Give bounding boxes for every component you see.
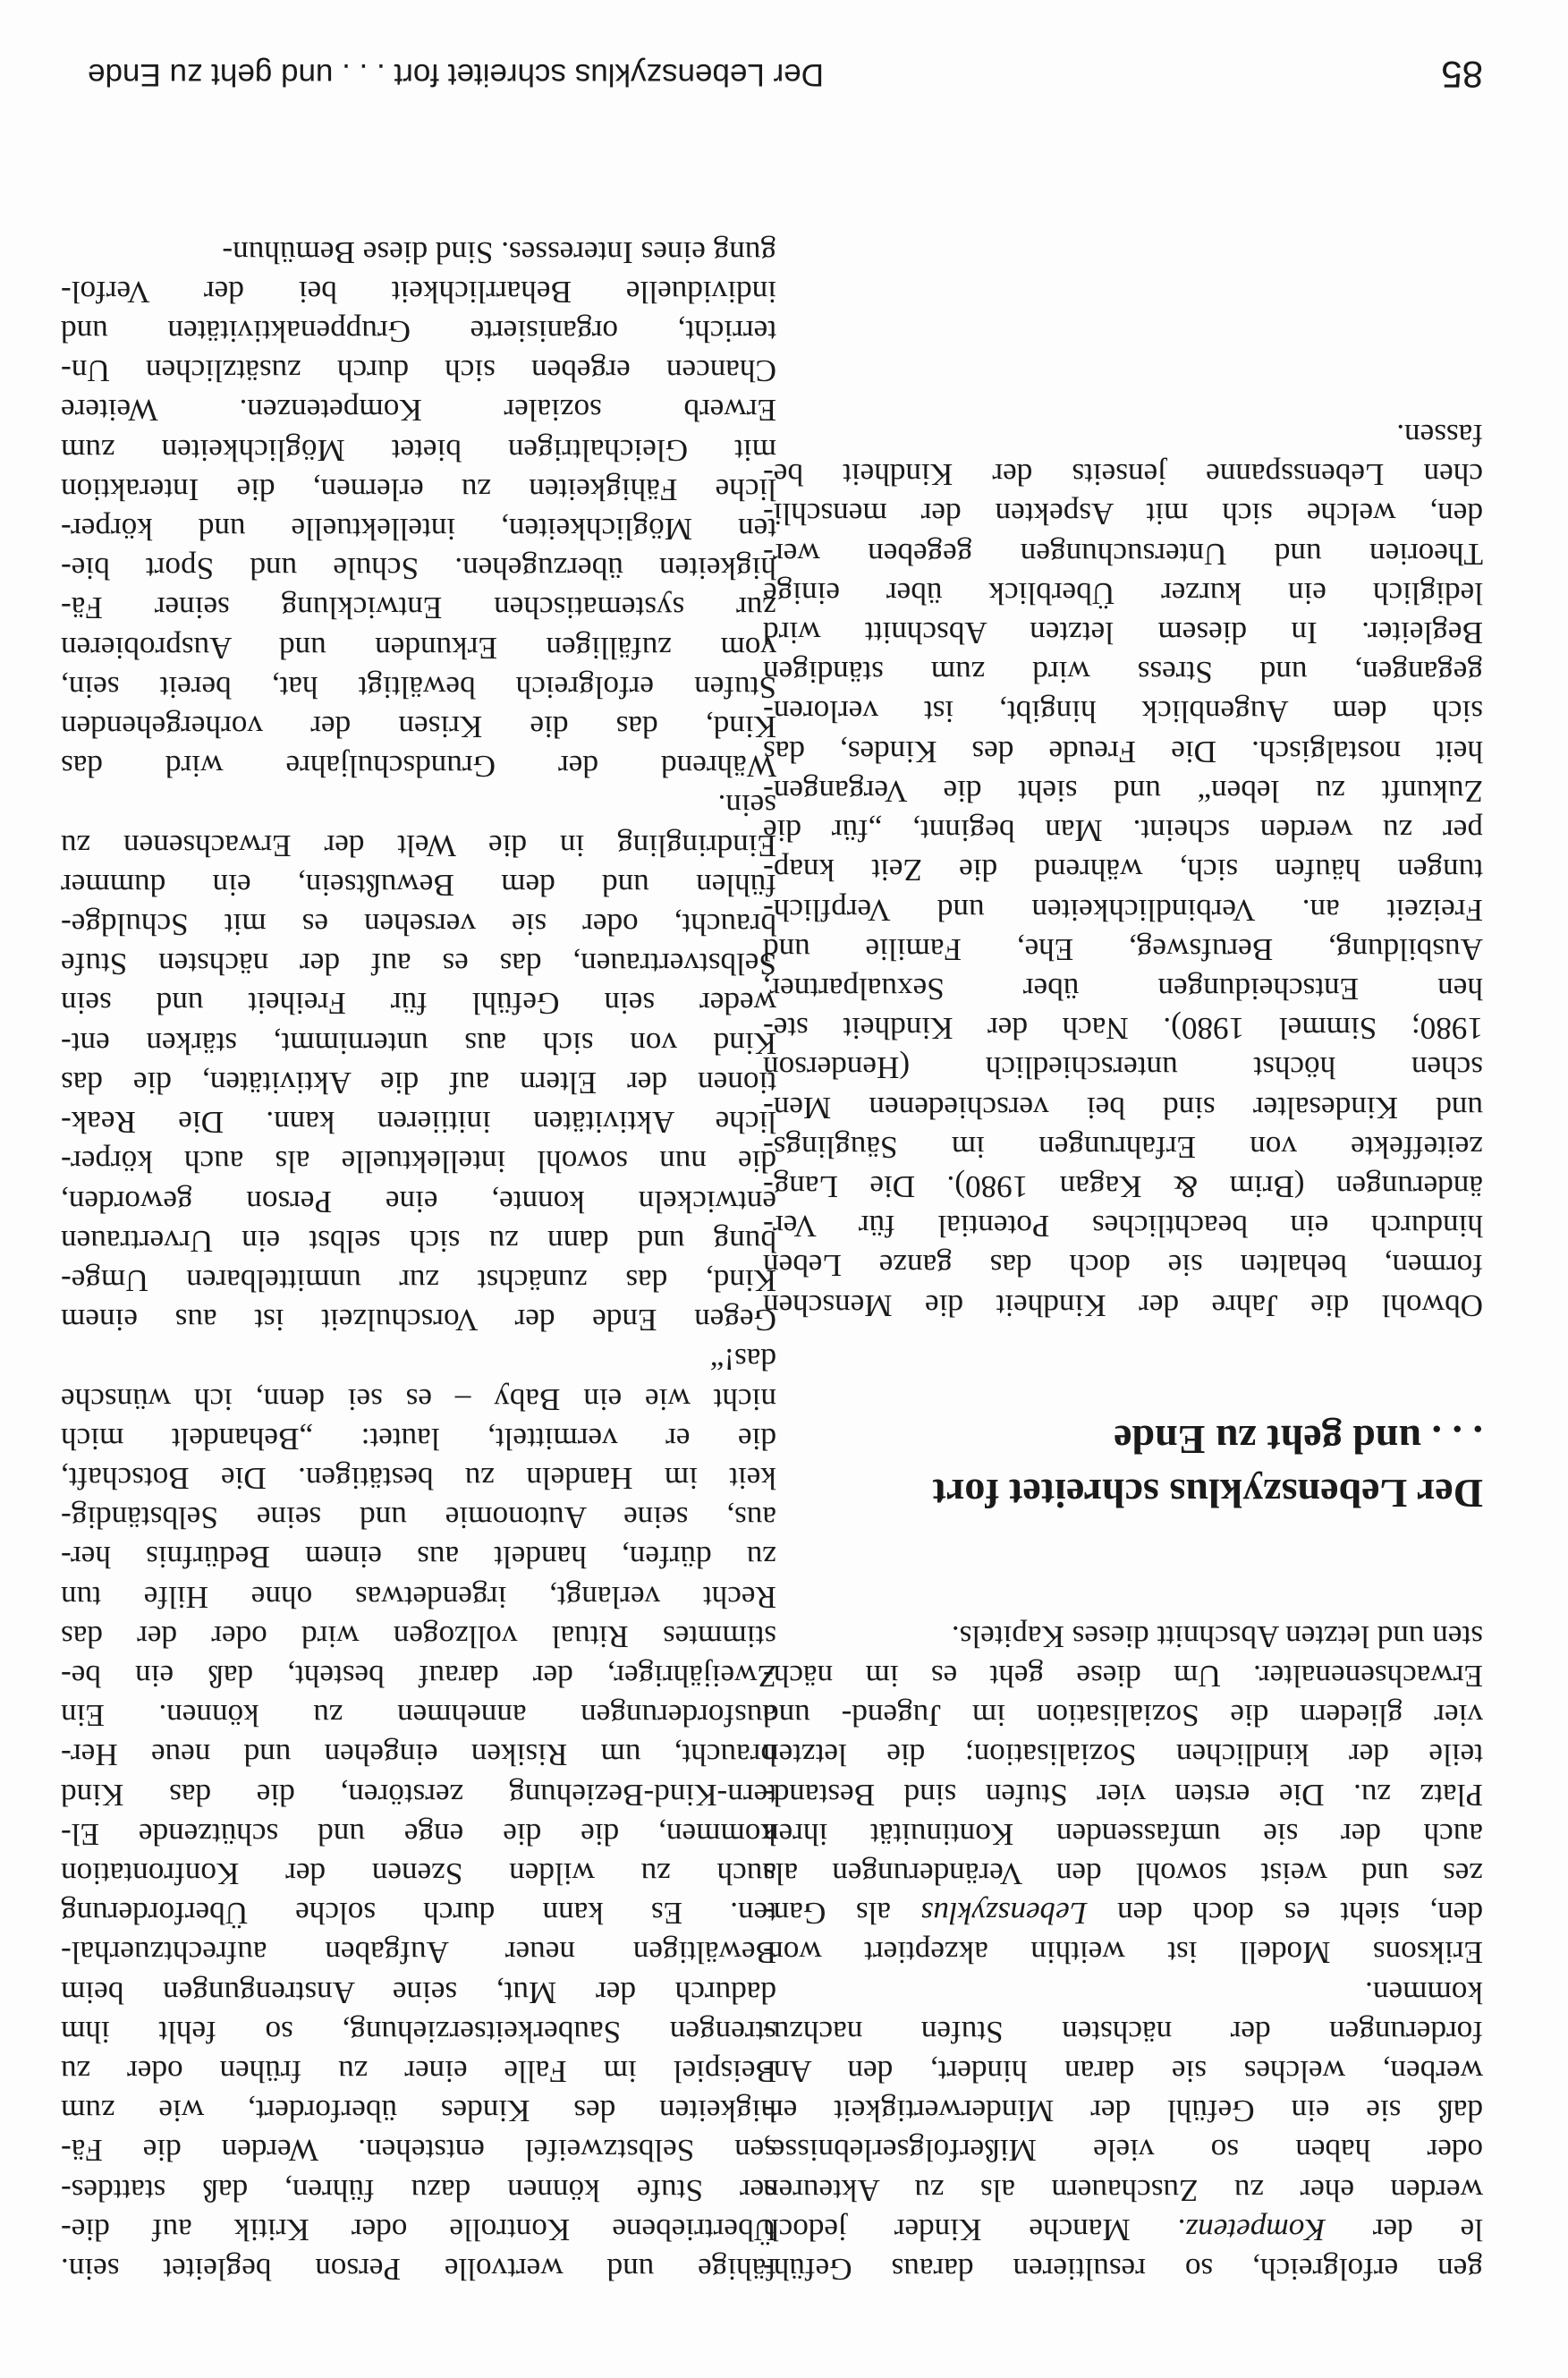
text-line: formen, behalten sie doch das ganze Leben <box>763 1248 1483 1284</box>
text-line: tionen der Eltern auf die Aktivitäten, die das <box>61 1065 776 1100</box>
text-line: per zu werden scheint. Man beginnt, „für die <box>763 813 1483 849</box>
text-line: liche Fähigkeiten zu erlernen, die Interaktion <box>61 471 776 507</box>
text-line: Eriksons Modell ist weithin akzeptiert wor- <box>763 1935 1483 1971</box>
text-line: Erwachsenenalter. Um diese geht es im näch- <box>763 1658 1483 1694</box>
text-line: hindurch ein beachtliches Potential für Ver- <box>763 1209 1483 1244</box>
text-line: Gegen Ende der Vorschulzeit ist aus einem <box>61 1303 776 1338</box>
text-line: gen erfolgreich, so resultieren daraus Gefüh- <box>763 2252 1483 2287</box>
right-column <box>61 232 776 2289</box>
text-line: vom zufälligen Erkunden und Ausprobieren <box>61 630 776 666</box>
text-line: Begleiter. In diesem letzten Abschnitt wird <box>763 616 1483 651</box>
text-line: braucht, oder sie versehen es mit Schuldge- <box>61 907 776 943</box>
text-line: 1980; Simmel 1980). Nach der Kindheit ste- <box>763 1011 1483 1047</box>
text-line: aus, seine Autonomie und seine Selbständig- <box>61 1500 776 1536</box>
text-line: teile der kindlichen Sozialisation; die letzten <box>763 1737 1483 1773</box>
paragraph <box>61 1339 776 2289</box>
section-heading <box>763 1413 1483 1520</box>
text-line: die nun sowohl intellektuelle als auch körper- <box>61 1144 776 1180</box>
text-line: individuelle Beharrlichkeit bei der Verfol- <box>61 274 776 310</box>
text-line: daß sie ein Gefühl der Minderwertigkeit er- <box>763 2093 1483 2129</box>
page-header <box>88 47 1483 101</box>
text-line: Stufen erfolgreich bewältigt hat, bereit sein, <box>61 669 776 705</box>
text-line: sein. <box>717 788 776 824</box>
text-line: sten und letzten Abschnitt dieses Kapitels. <box>951 1618 1483 1654</box>
running-title: Der Lebenszyklus schreitet fort . . . und geht zu Ende <box>88 57 824 92</box>
paragraph <box>61 786 776 1339</box>
text-line: ausforderungen annehmen zu können. Ein <box>61 1698 776 1734</box>
text-line: le der Kompetenz. Manche Kinder jedoch <box>763 2212 1483 2247</box>
text-line: mit Gleichaltrigen bietet Möglichkeiten zum <box>61 432 776 468</box>
text-line: fähige und wertvolle Person begleitet sein. <box>61 2252 776 2287</box>
text-line: lediglich ein kurzer Überblick über einige <box>763 575 1483 611</box>
text-line: strengen Sauberkeitserziehung, so fehlt ihm <box>61 2014 776 2050</box>
page-number: 85 <box>1441 54 1483 96</box>
text-line: chen Lebensspanne jenseits der Kindheit be- <box>763 457 1483 493</box>
text-line: den, sieht es doch den Lebenszyklus als Gan- <box>763 1896 1483 1932</box>
text-line: zeiteffekte von Erfahrungen im Säuglings- <box>763 1129 1483 1165</box>
text-line: zu dürfen, handelt aus einem Bedürfnis her- <box>61 1540 776 1575</box>
text-line: das!“ <box>709 1342 776 1378</box>
paragraph <box>763 415 1483 1325</box>
text-line: Zweijähriger, der darauf besteht, daß ein be- <box>61 1658 776 1694</box>
text-line: higkeiten des Kindes überfordert, wie zum <box>61 2093 776 2129</box>
text-line: weder sein Gefühl für Freiheit und sein <box>61 986 776 1022</box>
text-line: Platz zu. Die ersten vier Stufen sind Bestand- <box>763 1777 1483 1813</box>
section-heading-line: Der Lebenszyklus schreitet fort <box>932 1470 1483 1516</box>
text-line: und Kindesalter sind bei verschiedenen Men- <box>763 1090 1483 1125</box>
paragraph <box>61 232 776 786</box>
text-line: die er vermittelt, lautet: „Behandelt mich <box>61 1421 776 1457</box>
text-line: bung und dann zu sich selbst ein Urvertrauen <box>61 1223 776 1259</box>
text-line: Theorien und Untersuchungen gegeben wer- <box>763 536 1483 572</box>
text-line: Chancen ergeben sich durch zusätzlichen Un- <box>61 353 776 389</box>
text-line: terricht, organisierte Gruppenaktivitäten und <box>61 314 776 350</box>
text-line: Während der Grundschuljahre wird das <box>61 749 776 785</box>
text-line: Recht verlangt, irgendetwas ohne Hilfe tun <box>61 1579 776 1615</box>
text-line: Eindringling in die Welt der Erwachsenen zu <box>61 828 776 863</box>
text-line: tungen häufen sich, während die Zeit knap- <box>763 853 1483 888</box>
text-line: liche Aktivitäten initiieren kann. Die Reak- <box>61 1105 776 1141</box>
text-line: braucht, um Risiken eingehen und neue Her- <box>61 1737 776 1773</box>
text-line: fassen. <box>1396 418 1483 454</box>
text-line: forderungen der nächsten Stufen nachzu- <box>763 2014 1483 2050</box>
text-line: fühlen und dem Bewußtsein, ein dummer <box>61 867 776 903</box>
text-line: zur systematischen Entwicklung seiner Fä- <box>61 590 776 626</box>
text-line: Kind, das zunächst zur unmittelbaren Umge- <box>61 1262 776 1298</box>
text-line: nicht wie ein Baby – es sei denn, ich wünsche <box>61 1381 776 1417</box>
text-line: Zukunft zu leben“ und sieht die Vergangen- <box>763 773 1483 809</box>
text-line: Ausbildung, Berufsweg, Ehe, Familie und <box>763 931 1483 967</box>
text-line: gegangen, und Stress wird zum ständigen <box>763 655 1483 691</box>
text-line: hen Entscheidungen über Sexualpartner, <box>763 971 1483 1006</box>
text-line: entwickeln konnte, eine Person geworden, <box>61 1184 776 1219</box>
text-line: Bewältigen neuer Aufgaben aufrechtzuerhal- <box>61 1935 776 1971</box>
text-line: oder haben so viele Mißerfolgserlebnisse, <box>763 2133 1483 2169</box>
text-line: Kind von sich aus unternimmt, stärken ent- <box>61 1025 776 1061</box>
text-line: auch zu wilden Szenen der Konfrontation <box>61 1856 776 1891</box>
text-line: Selbstvertrauen, das es auf der nächsten Stufe <box>61 947 776 982</box>
text-line: werben, welches sie daran hindert, den An- <box>763 2053 1483 2089</box>
left-column <box>763 415 1483 2289</box>
text-line: sich dem Augenblick hingibt, ist verloren- <box>763 694 1483 730</box>
text-line: stimmtes Ritual vollzogen wird oder der das <box>61 1618 776 1654</box>
text-line: dadurch der Mut, seine Anstrengungen beim <box>61 1975 776 2010</box>
text-line: heit nostalgisch. Die Freude des Kindes, das <box>763 734 1483 769</box>
section-heading-line: . . . und geht zu Ende <box>1114 1416 1483 1463</box>
text-line: ten Möglichkeiten, intellektuelle und körper- <box>61 512 776 548</box>
text-line: Obwohl die Jahre der Kindheit die Menschen <box>763 1287 1483 1323</box>
text-line: tern-Kind-Beziehung zerstören, die das Kind <box>61 1777 776 1813</box>
paragraph <box>763 1617 1483 1973</box>
text-line: Erwerb sozialer Kompetenzen. Weitere <box>61 393 776 429</box>
text-line: zes und weist sowohl den Veränderungen als <box>763 1856 1483 1891</box>
text-line: den, welche sich mit Aspekten der menschli- <box>763 497 1483 532</box>
text-line: vier gliedern die Sozialisation im Jugend- und <box>763 1698 1483 1734</box>
text-line: kommen, die die enge und schützende El- <box>61 1816 776 1852</box>
text-line: änderungen (Brim & Kagan 1980). Die Lang- <box>763 1168 1483 1204</box>
text-line: higkeiten überzugehen. Schule und Sport bie- <box>61 551 776 587</box>
text-line: ser Stufe können dazu führen, daß stattdes- <box>61 2172 776 2208</box>
text-line: werden eher zu Zuschauern als zu Akteuren <box>763 2172 1483 2208</box>
text-line: sen Selbstzweifel entstehen. Werden die Fä- <box>61 2133 776 2169</box>
text-line: keit im Handeln zu bestätigen. Die Botschaft, <box>61 1460 776 1496</box>
text-line: Freizeit an. Verbindlichkeiten und Verpflich- <box>763 892 1483 928</box>
text-line: Beispiel im Falle einer zu frühen oder zu <box>61 2053 776 2089</box>
text-line: auch der sie umfassenden Kontinuität ihren <box>763 1816 1483 1852</box>
paragraph <box>763 1972 1483 2289</box>
text-line: Kind, das die Krisen der vorhergehenden <box>61 709 776 745</box>
text-line: ten. Es kann durch solche Überforderung <box>61 1896 776 1932</box>
text-line: gung eines Interesses. Sind diese Bemühun- <box>222 234 776 270</box>
text-line: kommen. <box>1365 1975 1483 2010</box>
text-line: Übertriebene Kontrolle oder Kritik auf die- <box>61 2212 776 2247</box>
text-line: schen höchst unterschiedlich (Henderson <box>763 1050 1483 1086</box>
